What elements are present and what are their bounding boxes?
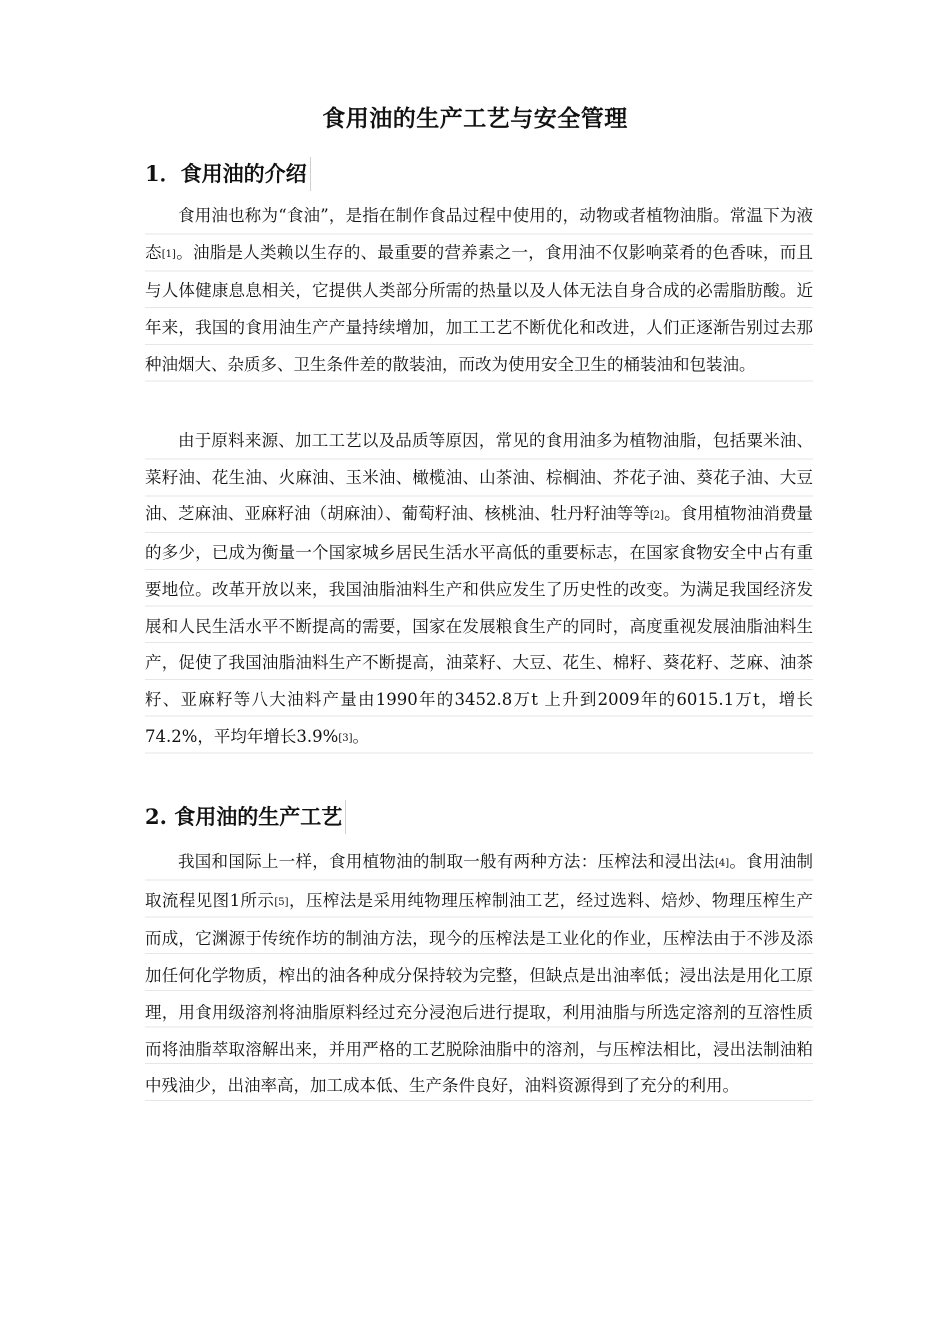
paragraph-text: 。食用植物油消费量的多少，已成为衡量一个国家城乡居民生活水平高低的重要标志，在国家食物安全中占有重要地位。改革开放以来，我国油脂油料生产和供应发生了历史性的改变。为满足我国经济发展和人民生活水平不断提高的需要，国家在发展粮食生产的同时，高度重视发展油脂油料生产，促使了我国油脂油料生产不断提高，油菜籽、大豆、花生、棉籽、葵花籽、芝麻、油茶籽、亚麻籽等八大油料产量由1990年的3452.8万t 上升到2009年的6015.1万t，增长74.2%，平均年增长3.9% [145,504,814,746]
paragraph-text: ，压榨法是采用纯物理压榨制油工艺，经过选料、焙炒、物理压榨生产而成，它渊源于传统作坊的制油方法，现今的压榨法是工业化的作业，压榨法由于不涉及添加任何化学物质，榨出的油各种成分保持较为完整，但缺点是出油率低；浸出法是用化工原理，用食用级溶剂将油脂原料经过充分浸泡后进行提取，利用油脂与所选定溶剂的互溶性质而将油脂萃取溶解出来，并用严格的工艺脱除油脂中的溶剂，与压榨法相比，浸出法制油粕中残油少，出油率高，加工成本低、生产条件良好，油料资源得到了充分的利用。 [145,890,814,1096]
section-2-paragraph-1 [145,844,813,1105]
citation-ref-4: [4] [714,858,730,869]
citation-ref-1: [1] [161,248,176,260]
paragraph-text: 我国和国际上一样，食用植物油的制取一般有两种方法：压榨法和浸出法 [178,852,715,871]
paragraph-text: 。食用油制取流程见图1所示 [145,852,814,910]
paragraph-text: 。油脂是人类赖以生存的、最重要的营养素之一，食用油不仅影响菜肴的色香味，而且与人体健康息息相关，它提供人类部分所需的热量以及人体无法自身合成的必需脂肪酸。近年来，我国的食用油生产产量持续增加，加工工艺不断优化和改进，人们正逐渐告别过去那种油烟大、杂质多、卫生条件差的散装油，而改为使用安全卫生的桶装油和包装油。 [145,242,814,374]
section-1-paragraph-1 [145,198,813,384]
paragraph-text: 食用油也称为“食油”，是指在制作食品过程中使用的，动物或者植物油脂。常温下为液态 [145,206,813,262]
paragraph-text: 。 [352,726,370,746]
section-2-heading: 2. 食用油的生产工艺 [145,800,346,834]
paragraph-text: 由于原料来源、加工工艺以及品质等原因，常见的食用油多为植物油脂，包括粟米油、菜籽油、花生油、火麻油、玉米油、橄榄油、山茶油、棕榈油、芥花子油、葵花子油、大豆油、芝麻油、亚麻籽油（胡麻油）、葡萄籽油、核桃油、牡丹籽油等等 [145,431,813,524]
section-1-heading: 1．食用油的介绍 [145,157,311,191]
citation-ref-2: [2] [649,510,665,522]
citation-ref-5: [5] [274,896,289,908]
section-1-paragraph-2 [145,423,813,757]
citation-ref-3: [3] [338,732,353,744]
page-title: 食用油的生产工艺与安全管理 [322,105,628,132]
